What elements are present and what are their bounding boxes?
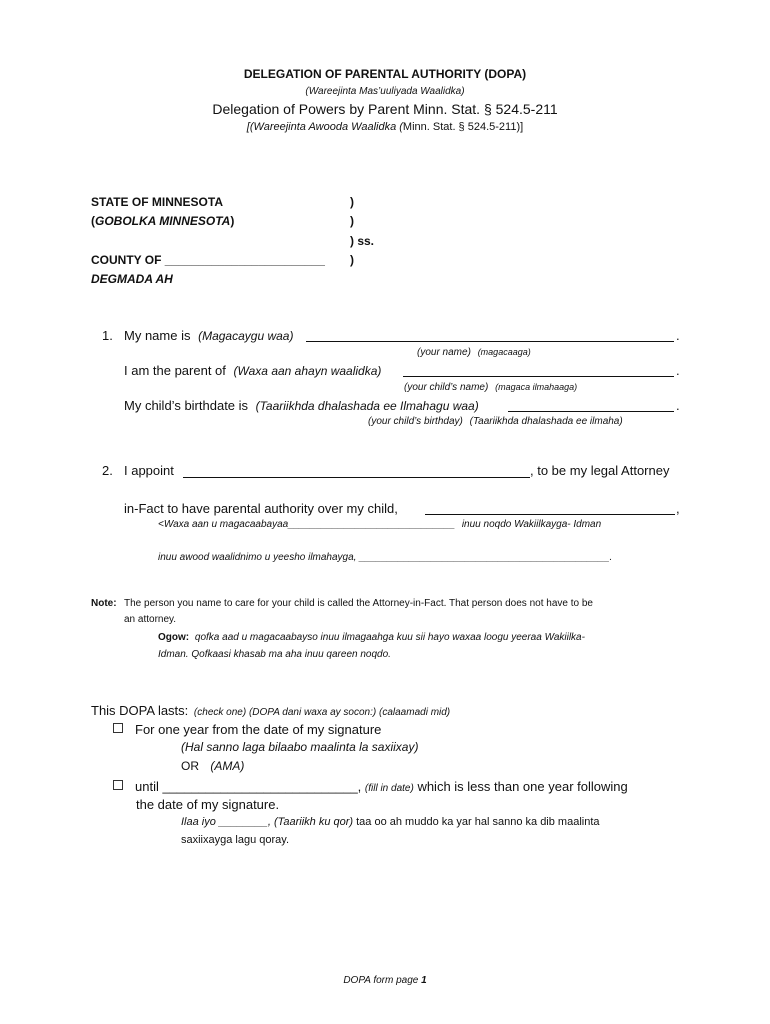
child-name-input-line[interactable]: [403, 376, 674, 377]
footer-page-number: 1: [421, 975, 427, 986]
option-one-year-checkbox[interactable]: [113, 723, 123, 733]
lasts-row: [91, 703, 450, 718]
name-period: .: [676, 328, 680, 343]
attorney-name-input-line[interactable]: [183, 477, 530, 478]
caption-close-paren: ): [230, 214, 235, 228]
birth-label: My child’s birthdate is: [124, 398, 249, 413]
option-until-line2: the date of my signature.: [136, 797, 280, 812]
caption-state-somali: [91, 214, 234, 228]
item1-birth-row: [124, 398, 479, 413]
note-text-1: The person you name to care for your child is called the Attorney-in-Fact. That person does not have to be: [124, 598, 593, 609]
option-until-checkbox[interactable]: [113, 780, 123, 790]
birth-label-somali: (Taariikhda dhalashada ee Ilmahagu waa): [255, 399, 479, 413]
caption-state-somali-text: GOBOLKA MINNESOTA: [95, 214, 231, 228]
or-somali: (AMA): [210, 759, 245, 773]
birth-hint: [368, 416, 623, 427]
ogow-text-1: qofka aad u magacaabayso inuu ilmagaahga kuu sii hayo waxaa loogu yeeraa Wakiilka-: [194, 632, 585, 643]
appoint-somali-line2: inuu awood waalidnimo u yeesho ilmahayga, _____________________________________________.: [158, 552, 613, 563]
child-name-period: .: [676, 363, 680, 378]
option-until-somali-hint: (Taariikh ku qor): [273, 816, 354, 828]
birth-hint-somali: (Taariikhda dhalashada ee ilmaha): [469, 416, 623, 427]
birthdate-input-line[interactable]: [508, 411, 674, 412]
caption-state: STATE OF MINNESOTA: [91, 195, 223, 209]
appoint-somali-prefix: <Waxa aan u magacaabayaa: [158, 519, 289, 530]
page-footer: [0, 975, 770, 986]
form-title: DELEGATION OF PARENTAL AUTHORITY (DOPA): [243, 67, 527, 81]
name-hint-en: (your name): [417, 347, 471, 358]
note-text-2: an attorney.: [124, 614, 177, 625]
ogow-label: Ogow:: [158, 632, 190, 643]
name-label: My name is: [124, 328, 191, 343]
appoint-label: I appoint: [124, 463, 174, 478]
or-label: OR: [181, 759, 199, 773]
option-until-fill-hint: (fill in date): [364, 783, 414, 794]
lasts-label: This DOPA lasts:: [91, 703, 189, 718]
subtitle-somali-prefix: [(Wareejinta Awooda Waalidka (: [246, 121, 403, 133]
ogow-text-2: Idman. Qofkaasi khasab ma aha inuu qareen noqdo.: [158, 649, 391, 660]
item1-parent-row: [124, 363, 381, 378]
option-one-year-label: For one year from the date of my signature: [135, 722, 382, 737]
child-hint-en: (your child’s name): [404, 382, 489, 393]
item2-number: 2.: [102, 463, 113, 478]
child-hint-somali: (magaca ilmahaaga): [495, 382, 578, 392]
appoint-suffix: , to be my legal Attorney: [530, 463, 670, 478]
caption-paren-ss: ) ss.: [350, 234, 375, 248]
birthdate-period: .: [676, 398, 680, 413]
caption-paren-4: ): [350, 253, 354, 267]
child-hint: [404, 382, 577, 393]
lasts-hint: (check one) (DOPA dani waxa ay socon:) (calaamadi mid): [193, 707, 451, 718]
item1-name-row: [124, 328, 293, 343]
option-one-year-somali: (Hal sanno laga bilaabo maalinta la saxiixay): [181, 740, 419, 754]
form-title-somali: (Wareejinta Mas’uuliyada Waalidka): [305, 86, 465, 97]
option-until-somali-suffix: taa oo ah muddo ka yar hal sanno ka dib maalinta: [356, 816, 600, 828]
option-until-prefix[interactable]: until ___________________________,: [135, 779, 362, 794]
option-one-year-row: [113, 722, 381, 737]
caption-paren-2: ): [350, 214, 354, 228]
name-hint-somali: (magacaaga): [477, 347, 531, 357]
caption-open-paren: (: [91, 214, 95, 228]
option-until-row: [113, 779, 628, 794]
option-until-somali-line2: saxiixayga lagu qoray.: [181, 834, 290, 846]
caption-county-somali: DEGMADA AH: [91, 272, 173, 286]
item1-number: 1.: [102, 328, 113, 343]
name-label-somali: (Magacaygu waa): [198, 329, 294, 343]
infact-comma: ,: [676, 501, 680, 516]
infact-child-input-line[interactable]: [425, 514, 675, 515]
form-subtitle-somali: [0, 121, 770, 133]
note-label: Note:: [91, 598, 117, 609]
option-until-somali: [181, 816, 600, 828]
name-hint: [417, 347, 531, 358]
birth-hint-en: (your child’s birthday): [368, 416, 463, 427]
caption-paren-1: ): [350, 195, 354, 209]
option-until-suffix: which is less than one year following: [417, 779, 628, 794]
option-until-somali-prefix[interactable]: Ilaa iyo ________,: [181, 816, 271, 828]
ogow-line-1: [158, 632, 585, 643]
name-input-line[interactable]: [306, 341, 674, 342]
appoint-somali-suffix: inuu noqdo Wakiilkayga- Idman: [461, 519, 602, 530]
form-subtitle: Delegation of Powers by Parent Minn. Stat. § 524.5-211: [212, 101, 558, 117]
footer-label: DOPA form page: [343, 975, 419, 986]
caption-county[interactable]: COUNTY OF ________________________: [91, 253, 325, 267]
parent-label-somali: (Waxa aan ahayn waalidka): [233, 364, 382, 378]
appoint-somali-line1: [158, 519, 601, 530]
subtitle-somali-suffix: Minn. Stat. § 524.5-211)]: [402, 121, 524, 133]
parent-label: I am the parent of: [124, 363, 226, 378]
appoint-somali-blank: ______________________________: [288, 519, 456, 530]
or-row: [181, 759, 244, 773]
infact-label: in-Fact to have parental authority over my child,: [124, 501, 398, 516]
